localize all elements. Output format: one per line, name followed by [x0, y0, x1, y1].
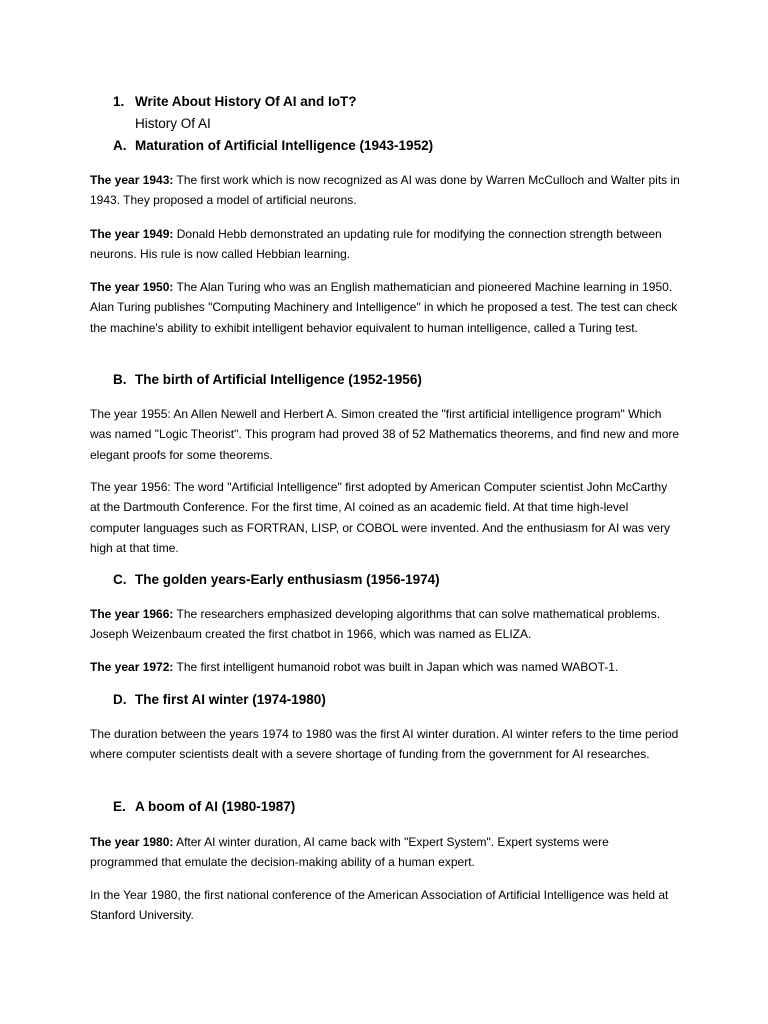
paragraph-lead: The year 1950: [90, 280, 174, 294]
paragraph-1966 [90, 604, 680, 645]
paragraph-text: After AI winter duration, AI came back with "Expert System". Expert systems were programmed that emulate the decision-making ability of a human expert. [90, 835, 609, 870]
paragraph-1943 [90, 170, 680, 211]
section-title: The birth of Artificial Intelligence (1952-1956) [135, 372, 422, 387]
question-heading [113, 93, 357, 111]
section-heading-b [113, 371, 422, 389]
section-heading-e [113, 798, 295, 816]
section-letter: A. [113, 138, 127, 153]
paragraph-text: The researchers emphasized developing algorithms that can solve mathematical problems. Joseph Weizenbaum created the first chatbot in 1966, which was named as ELIZA. [90, 607, 661, 642]
section-title: A boom of AI (1980-1987) [135, 799, 296, 814]
paragraph-lead: The year 1980: [90, 835, 174, 849]
document-subtitle: History Of AI [135, 116, 211, 131]
paragraph-text: In the Year 1980, the first national conference of the American Association of Artificial Intelligence was held at Stanford University. [90, 888, 669, 923]
paragraph-1956 [90, 477, 680, 558]
paragraph-1950 [90, 277, 680, 338]
paragraph-text: The duration between the years 1974 to 1980 was the first AI winter duration. AI winter refers to the time period where computer scientists dealt with a severe shortage of funding from the government for AI researches. [90, 727, 679, 762]
section-letter: B. [113, 372, 127, 387]
paragraph-1955 [90, 404, 680, 465]
paragraph-lead: The year 1972: [90, 660, 174, 674]
paragraph-lead: The year 1949: [90, 227, 174, 241]
paragraph-ai-winter [90, 724, 680, 765]
paragraph-text: The year 1956: The word "Artificial Intelligence" first adopted by American Computer scientist John McCarthy at the Dartmouth Conference. For the first time, AI coined as an academic field. At that time high-level computer languages such as FORTRAN, LISP, or COBOL were invented. And the enthusiasm for AI was very high at that time. [90, 480, 671, 555]
paragraph-text: Donald Hebb demonstrated an updating rule for modifying the connection strength between neurons. His rule is now called Hebbian learning. [90, 227, 662, 262]
section-title: Maturation of Artificial Intelligence (1943-1952) [135, 138, 434, 153]
paragraph-text: The year 1955: An Allen Newell and Herbert A. Simon created the "first artificial intelligence program" Which was named "Logic Theorist". This program had proved 38 of 52 Mathematics theorems, and find new and more elegant proofs for some theorems. [90, 407, 680, 462]
section-letter: C. [113, 572, 127, 587]
section-heading-d [113, 691, 326, 709]
paragraph-1980-expert-systems [90, 832, 680, 873]
paragraph-1972 [90, 657, 680, 677]
paragraph-1949 [90, 224, 680, 265]
section-heading-a [113, 137, 433, 155]
paragraph-lead: The year 1943: [90, 173, 174, 187]
section-heading-c [113, 571, 440, 589]
paragraph-lead: The year 1966: [90, 607, 174, 621]
paragraph-1980-conference [90, 885, 680, 926]
section-title: The golden years-Early enthusiasm (1956-1974) [135, 572, 440, 587]
paragraph-text: The first intelligent humanoid robot was built in Japan which was named WABOT-1. [173, 660, 619, 674]
section-letter: D. [113, 692, 127, 707]
paragraph-text: The first work which is now recognized as AI was done by Warren McCulloch and Walter pits in 1943. They proposed a model of artificial neurons. [90, 173, 680, 208]
section-title: The first AI winter (1974-1980) [135, 692, 326, 707]
section-letter: E. [113, 799, 126, 814]
question-number: 1. [113, 94, 125, 109]
paragraph-text: The Alan Turing who was an English mathematician and pioneered Machine learning in 1950. Alan Turing publishes "Computing Machinery and Intelligence" in which he proposed a test. The test can check the machine's ability to exhibit intelligent behavior equivalent to human intelligence, called a Turing test. [90, 280, 678, 335]
question-text: Write About History Of AI and IoT? [135, 94, 357, 109]
